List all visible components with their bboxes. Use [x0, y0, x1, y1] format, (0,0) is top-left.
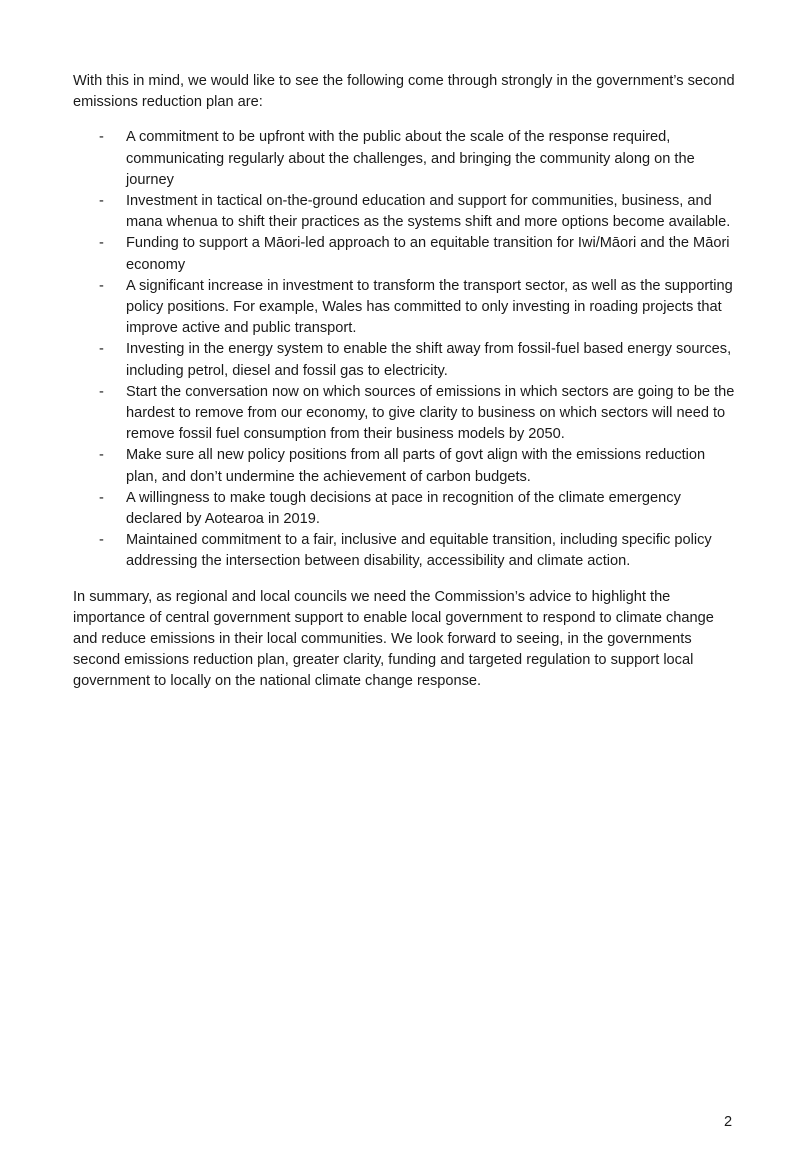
list-item-text: A significant increase in investment to transform the transport sector, as well as the supporting policy positions. For example, Wales has committed to only investing in roading projects that improve active and public transport. [126, 277, 733, 337]
intro-paragraph: With this in mind, we would like to see the following come through strongly in the government’s second emissions reduction plan are: [73, 73, 735, 111]
list-item [73, 488, 739, 530]
list-item [73, 233, 739, 275]
list-item [73, 191, 739, 233]
document-page [73, 71, 739, 693]
bullet-dash: - [99, 341, 104, 358]
list-item [73, 445, 739, 487]
bullet-dash: - [99, 532, 104, 549]
list-item-text: Funding to support a Māori-led approach to an equitable transition for Iwi/Māori and the Māori economy [126, 235, 730, 273]
bullet-dash: - [99, 193, 104, 210]
list-item-text: Start the conversation now on which sources of emissions in which sectors are going to be the hardest to remove from our economy, to give clarity to business on which sectors will need to remove fossil fuel consumption from their business models by 2050. [126, 383, 735, 443]
summary-paragraph: In summary, as regional and local councils we need the Commission’s advice to highlight the importance of central government support to enable local government to respond to climate change and reduce emissions in their local communities. We look forward to seeing, in the governments second emissions reduction plan, greater clarity, funding and targeted regulation to support local government to locally on the national climate change response. [73, 588, 714, 690]
list-item-text: Make sure all new policy positions from all parts of govt align with the emissions reduction plan, and don’t undermine the achievement of carbon budgets. [126, 447, 706, 485]
list-item-text: Investing in the energy system to enable the shift away from fossil-fuel based energy sources, including petrol, diesel and fossil gas to electricity. [126, 341, 732, 379]
recommendations-list [73, 127, 739, 572]
list-item [73, 382, 739, 446]
bullet-dash: - [99, 129, 104, 146]
list-item-text: Investment in tactical on-the-ground education and support for communities, business, and mana whenua to shift their practices as the systems shift and more options become available. [126, 193, 731, 231]
bullet-dash: - [99, 383, 104, 400]
bullet-dash: - [99, 489, 104, 506]
list-item [73, 339, 739, 381]
list-item-text: A willingness to make tough decisions at pace in recognition of the climate emergency declared by Aotearoa in 2019. [126, 489, 681, 528]
list-item [73, 530, 739, 572]
list-item [73, 127, 739, 191]
bullet-dash: - [99, 235, 104, 252]
list-item-text: A commitment to be upfront with the public about the scale of the response required, communicating regularly about the challenges, and bringing the community along on the journey [126, 129, 695, 188]
page-number: 2 [724, 1114, 733, 1130]
list-item-text: Maintained commitment to a fair, inclusive and equitable transition, including specific policy addressing the intersection between disability, accessibility and climate action. [126, 532, 712, 570]
bullet-dash: - [99, 277, 104, 294]
bullet-dash: - [99, 447, 104, 464]
list-item [73, 276, 739, 340]
